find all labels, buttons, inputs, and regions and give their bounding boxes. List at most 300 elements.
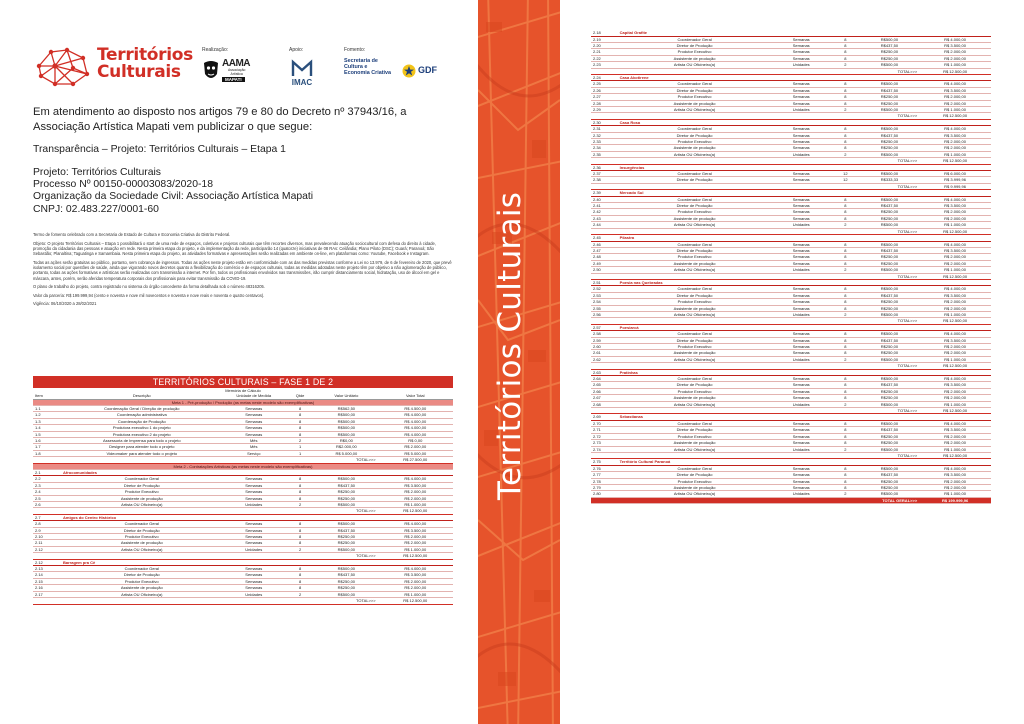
unit-value-cell: R$500,00 xyxy=(315,476,377,482)
unit-value-cell: R$ 5.000,00 xyxy=(315,450,377,456)
group-code: 2.1 xyxy=(33,469,61,475)
unit-cell: Semanas xyxy=(771,376,830,382)
description-cell: Coordenador Geral xyxy=(618,241,772,247)
unit-value-cell: R$250,00 xyxy=(860,100,919,106)
total-value-cell: R$ 2.000,00 xyxy=(378,444,453,450)
item-cell: 2.53 xyxy=(591,292,618,298)
unit-value-cell: R$250,00 xyxy=(860,260,919,266)
grand-total-row xyxy=(591,497,991,503)
unit-cell: Semanas xyxy=(223,495,285,501)
group-name: Barragem pra Cê xyxy=(61,559,453,565)
total-value-cell: R$ 4.000,00 xyxy=(919,241,991,247)
total-label: TOTAL>>> xyxy=(591,228,919,234)
total-value-cell: R$ 4.000,00 xyxy=(919,286,991,292)
unit-value-cell: R$500,00 xyxy=(860,171,919,177)
total-value-cell: R$ 4.000,00 xyxy=(919,196,991,202)
total-value: R$ 12.500,00 xyxy=(919,452,991,458)
unit-value-cell: R$250,00 xyxy=(860,440,919,446)
total-value-cell: R$ 2.000,00 xyxy=(919,49,991,55)
description-cell: Produtor Executivo xyxy=(618,433,772,439)
qty-cell: 8 xyxy=(285,521,315,527)
aama-name: AAMA xyxy=(222,58,250,69)
total-value-cell: R$ 1.000,00 xyxy=(919,151,991,157)
total-value-cell: R$ 4.000,00 xyxy=(919,331,991,337)
total-value-cell: R$ 2.000,00 xyxy=(919,145,991,151)
total-value-cell: R$ 1.000,00 xyxy=(919,62,991,68)
unit-cell: Semanas xyxy=(771,254,830,260)
unit-cell: Semanas xyxy=(771,145,830,151)
item-cell: 2.12 xyxy=(33,546,61,552)
description-cell: Artista OU Oficineiro(a) xyxy=(618,151,772,157)
qty-cell: 8 xyxy=(285,578,315,584)
unit-value-cell: R$500,00 xyxy=(315,412,377,418)
description-cell: Produtor Executivo xyxy=(61,578,223,584)
unit-value-cell: R$562,50 xyxy=(315,405,377,411)
group-code: 2.45 xyxy=(591,235,618,241)
unit-cell: Semanas xyxy=(771,215,830,221)
total-value: R$ 12.500,00 xyxy=(919,68,991,74)
total-value: R$ 12.500,00 xyxy=(919,408,991,414)
qty-cell: 8 xyxy=(831,305,860,311)
total-value-cell: R$ 2.000,00 xyxy=(378,585,453,591)
description-cell: Produtor Executivo xyxy=(618,139,772,145)
total-value-cell: R$ 2.000,00 xyxy=(919,305,991,311)
description-cell: Coordenação de Produção xyxy=(61,418,223,424)
unit-value-cell: R$437,50 xyxy=(860,472,919,478)
body-paragraph: O plano de trabalho do projeto, contra registrado no sistema do órgão concedente da forma detalhada sob o número 48316205. xyxy=(33,284,265,290)
unit-cell: Semanas xyxy=(771,478,830,484)
description-cell: Coordenador Geral xyxy=(618,420,772,426)
unit-value-cell: R$250,00 xyxy=(315,578,377,584)
unit-cell: Unidades xyxy=(771,311,830,317)
total-value-cell: R$ 3.500,00 xyxy=(378,482,453,488)
unit-value-cell: R$250,00 xyxy=(315,489,377,495)
unit-value-cell: R$250,00 xyxy=(315,585,377,591)
total-value-cell: R$ 3.500,00 xyxy=(919,247,991,253)
description-cell: Artista OU Oficineiro(a) xyxy=(618,356,772,362)
qty-cell: 8 xyxy=(831,427,860,433)
total-value-cell: R$ 1.000,00 xyxy=(378,591,453,597)
total-value-cell: R$ 4.000,00 xyxy=(919,465,991,471)
item-cell: 2.77 xyxy=(591,472,618,478)
total-value-cell: R$ 2.000,00 xyxy=(919,484,991,490)
body-paragraph: Objeto: O projeto Territórios Culturais – Etapa 1 possibilitará o start de uma rede de espaços, coletivos e projetos culturais que têm recortes diversos, mas prevalecendo atuação sociocultural com defesa do direito à cidade, promoção da cidadania das pessoas e atuação em rede. Nesta primeira etapa do projeto, e da implementação da rede, participarão 14 (quatorze) iniciativas de 08 RAs: Ceilândia; Plano Piloto (DSC); Guará; Paranoá; São Sebastião; Planaltina; Taguatinga e Samambaia. Nesta primeira etapa do projeto, as atividades formativas e apresentações serão realizadas em ambiente on-line, em plataformas como: Youtube, Facebook e Instagram. xyxy=(33,240,436,257)
grand-total-label: TOTAL GERAL>>> xyxy=(591,497,919,503)
unit-value-cell: R$500,00 xyxy=(860,376,919,382)
unit-value-cell: R$500,00 xyxy=(315,591,377,597)
unit-cell: Semanas xyxy=(771,484,830,490)
description-cell: Assistente de produção xyxy=(61,585,223,591)
item-cell: 2.44 xyxy=(591,222,618,228)
unit-value-cell: R$500,00 xyxy=(860,311,919,317)
qty-cell: 8 xyxy=(831,55,860,61)
unit-cell: Semanas xyxy=(771,171,830,177)
total-value-cell: R$ 3.500,00 xyxy=(919,472,991,478)
unit-cell: Unidades xyxy=(771,401,830,407)
qty-cell: 8 xyxy=(285,405,315,411)
total-value-cell: R$ 2.000,00 xyxy=(919,478,991,484)
unit-cell: Semanas xyxy=(771,382,830,388)
qty-cell: 8 xyxy=(831,203,860,209)
description-cell: Coordenador Geral xyxy=(61,476,223,482)
description-cell: Produtora executivo 1 do projeto xyxy=(61,425,223,431)
secretaria-line-3: Economia Criativa xyxy=(344,70,392,76)
total-value: R$ 12.500,00 xyxy=(919,228,991,234)
description-cell: Assistente de produção xyxy=(618,350,772,356)
unit-value-cell: R$250,00 xyxy=(315,495,377,501)
total-label: TOTAL>>> xyxy=(591,363,919,369)
item-cell: 2.17 xyxy=(33,591,61,597)
qty-cell: 8 xyxy=(831,344,860,350)
unit-value-cell: R$250,00 xyxy=(860,433,919,439)
total-value-cell: R$ 2.000,00 xyxy=(378,578,453,584)
unit-cell: Semanas xyxy=(771,472,830,478)
description-cell: Produtor Executivo xyxy=(618,478,772,484)
description-cell: Artista OU Oficineiro(a) xyxy=(61,591,223,597)
unit-value-cell: R$500,00 xyxy=(315,502,377,508)
description-cell: Coordenador Geral xyxy=(618,36,772,42)
secretaria-line-1: Secretaria de xyxy=(344,58,378,64)
item-cell: 2.2 xyxy=(33,476,61,482)
aama-mask-icon xyxy=(202,60,220,82)
total-value-cell: R$ 4.000,00 xyxy=(378,412,453,418)
logo-wordmark xyxy=(97,47,193,81)
grand-total-value: R$ 199.999,96 xyxy=(919,497,991,503)
total-value: R$ 12.500,00 xyxy=(919,363,991,369)
project-info xyxy=(33,167,453,216)
item-cell: 2.11 xyxy=(33,540,61,546)
qty-cell: 8 xyxy=(831,254,860,260)
item-cell: 2.55 xyxy=(591,305,618,311)
body-paragraph: Todas as ações serão gratuitas ao público, portanto, sem cobrança de ingressos. Todas as ações neste projeto estão em conformidade com as das medidas previstas conforme a Lei no 13.979, de 6 de fevereiro de 2020, que prevê isolamento social por questões de saúde, ainda que vigorando novos decretos quanto a flexibilização do comércio e de espaços culturais, todas as medidas adotadas neste projeto têm por objetivo a não aglomeração de público, portanto, todas as ações formativas e artísticas serão realizadas com transmissão a internet. Por fim, todos os profissionais envolvidos nas transmissões, irão cumprir distanciamento social, hidratação, uso de álcool em gel e máscara, antes, porém, serão aferidas temperatura corporais dos profissionais para evitar transmissão da COVID-19. xyxy=(33,259,452,281)
unit-cell: Mês xyxy=(223,444,285,450)
item-cell: 2.40 xyxy=(591,196,618,202)
unit-cell: Unidades xyxy=(771,267,830,273)
total-value-cell: R$ 3.500,00 xyxy=(919,87,991,93)
description-cell: Produtor Executivo xyxy=(618,299,772,305)
qty-cell: 8 xyxy=(831,139,860,145)
item-cell: 2.29 xyxy=(591,106,618,112)
qty-cell: 8 xyxy=(831,465,860,471)
total-value-cell: R$ 3.500,00 xyxy=(919,382,991,388)
unit-cell: Semanas xyxy=(771,440,830,446)
unit-cell: Unidades xyxy=(771,151,830,157)
item-cell: 2.76 xyxy=(591,465,618,471)
gdf-emblem-icon xyxy=(402,64,416,78)
gdf-name: GDF xyxy=(418,65,437,75)
group-name: Pilastra xyxy=(618,235,991,241)
total-value-cell: R$ 2.000,00 xyxy=(919,350,991,356)
group-code: 2.63 xyxy=(591,369,618,375)
qty-cell: 8 xyxy=(831,440,860,446)
fomento-label: Fomento: xyxy=(344,47,366,53)
unit-value-cell: R$500,00 xyxy=(860,420,919,426)
unit-cell: Semanas xyxy=(771,286,830,292)
qty-cell: 8 xyxy=(831,376,860,382)
item-cell: 2.37 xyxy=(591,171,618,177)
description-cell: Diretor de Produção xyxy=(618,177,772,183)
qty-cell: 2 xyxy=(831,311,860,317)
left-page xyxy=(0,0,478,724)
qty-cell: 8 xyxy=(831,36,860,42)
qty-cell: 2 xyxy=(831,401,860,407)
qty-cell: 1 xyxy=(285,450,315,456)
unit-cell: Semanas xyxy=(771,350,830,356)
total-value-cell: R$ 2.000,00 xyxy=(919,388,991,394)
unit-value-cell: R$333,33 xyxy=(860,177,919,183)
qty-cell: 8 xyxy=(831,286,860,292)
total-value-cell: R$ 1.000,00 xyxy=(919,267,991,273)
unit-value-cell: R$500,00 xyxy=(315,431,377,437)
total-value-cell: R$ 3.500,00 xyxy=(919,42,991,48)
unit-value-cell: R$250,00 xyxy=(315,540,377,546)
description-cell: Produtor Executivo xyxy=(618,254,772,260)
column-header: Item xyxy=(33,393,61,399)
item-cell: 2.62 xyxy=(591,356,618,362)
banner xyxy=(478,0,560,724)
group-name: Pratinhas xyxy=(618,369,991,375)
description-cell: Designer para atender todo o projeto xyxy=(61,444,223,450)
unit-value-cell: R$0,00 xyxy=(315,437,377,443)
item-cell: 2.27 xyxy=(591,94,618,100)
qty-cell: 8 xyxy=(285,412,315,418)
qty-cell: 2 xyxy=(831,222,860,228)
total-value-cell: R$ 4.000,00 xyxy=(919,376,991,382)
description-cell: Diretor de Produção xyxy=(61,572,223,578)
qty-cell: 8 xyxy=(831,337,860,343)
unit-cell: Unidades xyxy=(771,356,830,362)
qty-cell: 8 xyxy=(285,527,315,533)
description-cell: Artista OU Oficineiro(a) xyxy=(618,222,772,228)
unit-cell: Semanas xyxy=(223,405,285,411)
group-name: Mercado Sul xyxy=(618,190,991,196)
total-row xyxy=(33,598,453,604)
unit-cell: Semanas xyxy=(771,344,830,350)
item-cell: 1.5 xyxy=(33,431,61,437)
item-cell: 2.68 xyxy=(591,401,618,407)
total-label: TOTAL>>> xyxy=(33,553,378,559)
total-value-cell: R$ 4.000,00 xyxy=(378,476,453,482)
qty-cell: 8 xyxy=(285,540,315,546)
total-value-cell: R$ 1.000,00 xyxy=(919,491,991,497)
qty-cell: 8 xyxy=(831,81,860,87)
total-value-cell: R$ 4.000,00 xyxy=(919,36,991,42)
qty-cell: 8 xyxy=(831,49,860,55)
item-cell: 2.34 xyxy=(591,145,618,151)
unit-value-cell: R$250,00 xyxy=(860,395,919,401)
description-cell: Artista OU Oficineiro(a) xyxy=(61,502,223,508)
item-cell: 2.50 xyxy=(591,267,618,273)
unit-cell: Semanas xyxy=(223,540,285,546)
description-cell: Coordenador Geral xyxy=(618,171,772,177)
column-header: Unidade de Medida xyxy=(223,393,285,399)
total-value-cell: R$ 3.999,96 xyxy=(919,177,991,183)
item-cell: 1.1 xyxy=(33,405,61,411)
group-name: Insurgências xyxy=(618,164,991,170)
unit-value-cell: R$250,00 xyxy=(860,145,919,151)
total-value-cell: R$ 2.000,00 xyxy=(919,254,991,260)
total-value-cell: R$ 2.000,00 xyxy=(919,344,991,350)
unit-value-cell: R$250,00 xyxy=(315,534,377,540)
unit-cell: Unidades xyxy=(771,491,830,497)
item-cell: 2.33 xyxy=(591,139,618,145)
total-value-cell: R$ 3.500,00 xyxy=(919,292,991,298)
unit-cell: Semanas xyxy=(771,331,830,337)
item-cell: 2.14 xyxy=(33,572,61,578)
unit-value-cell: R$250,00 xyxy=(860,478,919,484)
unit-value-cell: R$500,00 xyxy=(860,62,919,68)
total-value-cell: R$ 1.000,00 xyxy=(378,546,453,552)
meta-label: Meta 1 - Pré-produção / Produção (as metas neste modelo são exemplificativas) xyxy=(33,399,453,405)
total-value-cell: R$ 1.000,00 xyxy=(378,502,453,508)
unit-cell: Semanas xyxy=(771,209,830,215)
item-cell: 2.56 xyxy=(591,311,618,317)
unit-value-cell: R$250,00 xyxy=(860,484,919,490)
logo-line-2: Culturais xyxy=(97,62,181,82)
total-value-cell: R$ 2.000,00 xyxy=(919,209,991,215)
body-text xyxy=(33,232,453,310)
memory-table xyxy=(33,393,453,605)
total-label: TOTAL>>> xyxy=(591,452,919,458)
unit-value-cell: R$437,50 xyxy=(860,382,919,388)
total-value-cell: R$ 4.000,00 xyxy=(378,431,453,437)
item-cell: 2.74 xyxy=(591,446,618,452)
description-cell: Assistente de produção xyxy=(618,145,772,151)
qty-cell: 8 xyxy=(831,433,860,439)
item-cell: 2.3 xyxy=(33,482,61,488)
description-cell: Coordenação administrativa xyxy=(61,412,223,418)
unit-cell: Semanas xyxy=(223,521,285,527)
unit-cell: Semanas xyxy=(771,299,830,305)
imac-mark-icon xyxy=(291,58,313,78)
item-cell: 2.71 xyxy=(591,427,618,433)
total-value-cell: R$ 3.500,00 xyxy=(919,337,991,343)
organization-name: Organização da Sociedade Civil: Associação Artística Mapati xyxy=(33,191,314,203)
aama-sub-1: Associação xyxy=(228,68,246,72)
project-name: Projeto: Territórios Culturais xyxy=(33,167,162,178)
total-value: R$ 12.500,00 xyxy=(919,273,991,279)
description-cell: Diretor de Produção xyxy=(618,337,772,343)
group-code: 2.36 xyxy=(591,164,618,170)
logo-line-1: Territórios xyxy=(97,45,193,65)
unit-value-cell: R$500,00 xyxy=(860,241,919,247)
unit-cell: Semanas xyxy=(223,482,285,488)
description-cell: Coordenador Geral xyxy=(618,81,772,87)
unit-cell: Unidades xyxy=(771,446,830,452)
unit-cell: Semanas xyxy=(771,196,830,202)
qty-cell: 8 xyxy=(831,260,860,266)
unit-cell: Semanas xyxy=(223,489,285,495)
unit-cell: Semanas xyxy=(223,418,285,424)
total-value-cell: R$ 2.000,00 xyxy=(378,540,453,546)
description-cell: Diretor de Produção xyxy=(618,382,772,388)
total-value-cell: R$ 2.000,00 xyxy=(919,299,991,305)
description-cell: Coordenador Geral xyxy=(618,126,772,132)
total-value: R$ 12.500,00 xyxy=(378,598,453,604)
unit-value-cell: R$500,00 xyxy=(860,126,919,132)
description-cell: Produtor Executivo xyxy=(61,489,223,495)
unit-cell: Mês xyxy=(223,437,285,443)
total-value-cell: R$ 4.000,00 xyxy=(378,521,453,527)
item-cell: 2.23 xyxy=(591,62,618,68)
body-paragraph: Valor da parceria: R$ 199.999,94 (cento e noventa e nove mil novecentos e noventa e nove reais e noventa e quatro centavos). xyxy=(33,292,265,298)
description-cell: Artista OU Oficineiro(a) xyxy=(618,62,772,68)
item-cell: 2.13 xyxy=(33,566,61,572)
item-cell: 2.8 xyxy=(33,521,61,527)
secretaria-line-2: Cultura e xyxy=(344,64,368,70)
unit-value-cell: R$500,00 xyxy=(315,566,377,572)
unit-value-cell: R$500,00 xyxy=(315,546,377,552)
total-value: R$ 12.500,00 xyxy=(919,113,991,119)
apoio-label: Apoio: xyxy=(289,47,304,53)
total-value-cell: R$ 4.000,00 xyxy=(919,420,991,426)
description-cell: Coordenador Geral xyxy=(618,465,772,471)
item-cell: 2.79 xyxy=(591,484,618,490)
unit-value-cell: R$250,00 xyxy=(860,94,919,100)
description-cell: Artista OU Oficineiro(a) xyxy=(618,267,772,273)
group-name: Sebastianas xyxy=(618,414,991,420)
total-value: R$ 12.500,00 xyxy=(919,158,991,164)
total-label: TOTAL>>> xyxy=(33,457,378,463)
total-value-cell: R$ 2.000,00 xyxy=(919,55,991,61)
total-value-cell: R$ 1.000,00 xyxy=(919,222,991,228)
item-cell: 2.5 xyxy=(33,495,61,501)
description-cell: Artista OU Oficineiro(a) xyxy=(618,401,772,407)
description-cell: Diretor de Produção xyxy=(618,472,772,478)
item-cell: 2.78 xyxy=(591,478,618,484)
description-cell: Assistente de produção xyxy=(618,55,772,61)
group-name: Capital Grafite xyxy=(618,30,991,36)
qty-cell: 8 xyxy=(285,476,315,482)
unit-cell: Unidades xyxy=(223,546,285,552)
total-value-cell: R$ 3.500,00 xyxy=(919,132,991,138)
group-name: Afrocomunidades xyxy=(61,469,453,475)
total-value-cell: R$ 4.000,00 xyxy=(378,566,453,572)
group-code: 2.18 xyxy=(591,30,618,36)
group-name: Poesiarcá xyxy=(618,324,991,330)
unit-cell: Semanas xyxy=(771,305,830,311)
description-cell: Diretor de Produção xyxy=(618,203,772,209)
total-value-cell: R$ 5.000,00 xyxy=(378,450,453,456)
budget-table-right xyxy=(591,30,991,504)
qty-cell: 2 xyxy=(285,502,315,508)
total-value: R$ 9.999,96 xyxy=(919,183,991,189)
total-value-cell: R$ 2.000,00 xyxy=(919,215,991,221)
item-cell: 2.47 xyxy=(591,247,618,253)
group-code: 2.30 xyxy=(591,119,618,125)
unit-value-cell: R$250,00 xyxy=(860,49,919,55)
item-cell: 1.3 xyxy=(33,418,61,424)
item-cell: 2.70 xyxy=(591,420,618,426)
unit-cell: Unidades xyxy=(771,222,830,228)
unit-cell: Semanas xyxy=(223,572,285,578)
item-cell: 2.19 xyxy=(591,36,618,42)
qty-cell: 8 xyxy=(831,382,860,388)
description-cell: Produtor Executivo xyxy=(618,94,772,100)
total-value-cell: R$ 3.500,00 xyxy=(919,427,991,433)
description-cell: Produtor Executivo xyxy=(618,49,772,55)
qty-cell: 2 xyxy=(285,437,315,443)
qty-cell: 12 xyxy=(831,177,860,183)
description-cell: Coordenador Geral xyxy=(618,376,772,382)
unit-cell: Semanas xyxy=(771,241,830,247)
description-cell: Diretor de Produção xyxy=(618,87,772,93)
qty-cell: 2 xyxy=(831,356,860,362)
item-cell: 2.42 xyxy=(591,209,618,215)
unit-cell: Semanas xyxy=(771,100,830,106)
unit-cell: Semanas xyxy=(771,337,830,343)
qty-cell: 8 xyxy=(831,247,860,253)
